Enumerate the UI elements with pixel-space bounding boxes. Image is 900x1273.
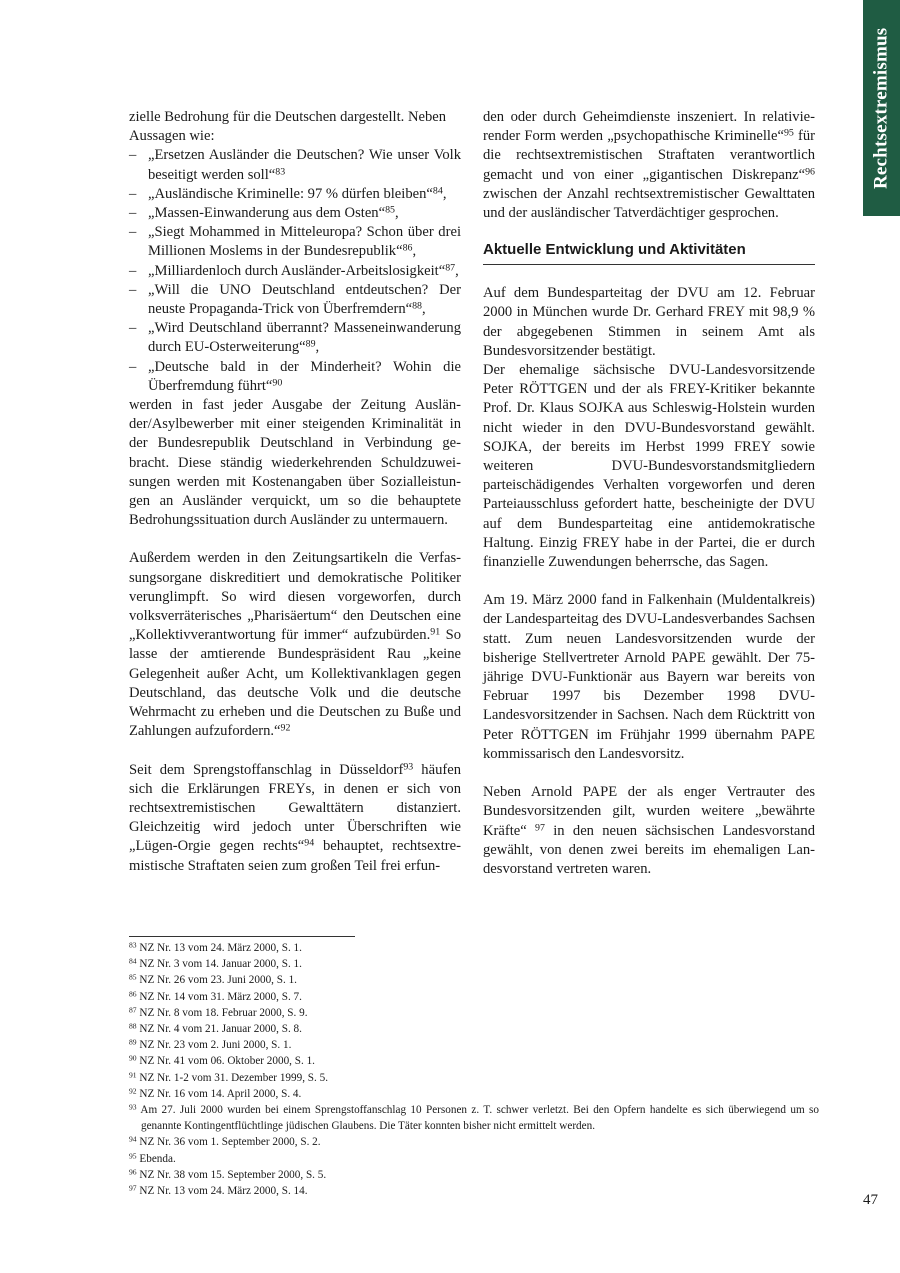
footnote: $^{89}$ NZ Nr. 23 vom 2. Juni 2000, S. 1.: [129, 1037, 292, 1052]
paragraph: Seit dem Sprengstoffanschlag in Düsseldorf$^{93}$ häufen sich die Erklärungen FREYs, in denen er sich von rechtsextremistischen Gewalttätern distanziert. Gleichzeitig wird jedoch unter Überschriften wie „Lügen-Orgie gegen rechts“$^{94}$ behauptet, rechtsextremistische Straftaten seien zum großen Teil frei erfun-: [129, 761, 461, 874]
dash-bullet: –: [129, 224, 137, 241]
footnote-number: 83: [129, 940, 137, 950]
quote-list: [129, 146, 461, 396]
footnote-ref: 87: [445, 262, 456, 274]
footnote: $^{95}$ Ebenda.: [129, 1151, 176, 1165]
quote-list-item: – „Milliardenloch durch Ausländer-Arbeitslosigkeit“$^{87}$,: [129, 262, 461, 281]
intro-line: zielle Bedrohung für die Deutschen dargestellt. Neben: [129, 109, 447, 125]
footnote-number: 97: [129, 1183, 137, 1193]
footnote-ref: 97: [535, 822, 545, 834]
footnote-number: 95: [129, 1151, 137, 1161]
footnote: $^{90}$ NZ Nr. 41 vom 06. Oktober 2000, S. 1.: [129, 1054, 315, 1068]
heading-rule: [483, 264, 815, 265]
footnote-number: 93: [129, 1102, 137, 1112]
footnote-number: 84: [129, 956, 137, 966]
quote-list-item: – „Deutsche bald in der Minderheit? Wohin die Überfremdung führt“$^{90}$: [129, 358, 461, 396]
footnote: $^{96}$ NZ Nr. 38 vom 15. September 2000, S. 5.: [129, 1167, 327, 1181]
footnote-ref: 92: [280, 722, 291, 734]
footnote-number: 94: [129, 1135, 137, 1145]
footnote: $^{94}$ NZ Nr. 36 vom 1. September 2000, S. 2.: [129, 1135, 321, 1149]
dash-bullet: –: [129, 205, 137, 222]
footnote: $^{88}$ NZ Nr. 4 vom 21. Januar 2000, S. 8.: [129, 1021, 302, 1036]
footnote-rule: [129, 936, 355, 937]
footnote-number: 96: [129, 1167, 137, 1177]
footnote: $^{97}$ NZ Nr. 13 vom 24. März 2000, S. 14.: [129, 1183, 308, 1198]
footnote: $^{93}$ Am 27. Juli 2000 wurden bei einem Sprengstoffanschlag 10 Personen z. T. schwer verletzt. Bei den Opfern handelte es sich überwiegend um so genannte Kontingentflüchtlinge jüdischen Glaubens. Die Täter konnten bisher nicht ermittelt werden.: [129, 1102, 819, 1133]
intro-line: Aussagen wie:: [129, 128, 215, 145]
paragraph: den oder durch Geheimdienste inszeniert. In relativierender Form werden „psychopathische Kriminelle“$^{95}$ für die rechtsextremistischen Straftaten verantwortlich gemacht und von einer „gigantischen Diskrepanz“$^{96}$ zwischen der Anzahl rechtsextremistischer Gewalttaten und der ausländischer Tatverdächtiger gesprochen.: [483, 109, 815, 222]
footnote-number: 92: [129, 1086, 137, 1096]
footnote-number: 86: [129, 989, 137, 999]
quote-list-item: – „Will die UNO Deutschland entdeutschen? Der neuste Propaganda-Trick von Überfremdern“$^{88}$,: [129, 281, 461, 319]
dash-bullet: –: [129, 358, 137, 375]
footnote-number: 88: [129, 1021, 137, 1031]
quote-list-item: – „Massen-Einwanderung aus dem Osten“$^{85}$,: [129, 204, 461, 223]
footnote-number: 85: [129, 972, 137, 982]
quote-list-item: – „Ausländische Kriminelle: 97 % dürfen bleiben“$^{84}$,: [129, 185, 461, 204]
paragraph: werden in fast jeder Ausgabe der Zeitung Ausländer/Asylbewerber mit einer steigenden Kriminalität in der Bundesrepublik Deutschland in Verbindung gebracht. Diese ständig wiederkehrenden Schuldzuweisungen werden mit Kostenangaben über Sozialleistungen an Ausländer verquickt, um so die behauptete Bedrohungssituation durch Ausländer zu untermauern.: [129, 397, 461, 529]
paragraph: Auf dem Bundesparteitag der DVU am 12. Februar 2000 in München wurde Dr. Gerhard FREY mit 98,9 % der abgegebenen Stimmen in seinem Amt als Bundesvorsitzender bestätigt.: [483, 285, 815, 359]
paragraph: Außerdem werden in den Zeitungsartikeln die Verfassungsorgane diskreditiert und demokratische Politiker verunglimpft. So wird diesen vorgeworfen, durch volksverräterisches „Pharisäertum“ den Deutschen eine „Kollektivverantwortung für immer“ aufzubürden.$^{91}$ So lasse der amtierende Bundespräsident Rau „keine Gelegenheit außer Acht, um Kollektivanklagen gegen Deutschland, das deutsche Volk und die deutsche Wehrmacht zu erheben und die Deutschen zu Buße und Zahlungen aufzufordern.“$^{92}$: [129, 550, 462, 740]
footnote-ref: 88: [412, 300, 422, 312]
dash-bullet: –: [129, 147, 137, 164]
footnote-ref: 85: [385, 204, 395, 216]
footnote-ref: 96: [805, 166, 815, 178]
footnote: $^{84}$ NZ Nr. 3 vom 14. Januar 2000, S. 1.: [129, 956, 302, 971]
footnote-ref: 94: [304, 837, 315, 849]
footnote-ref: 90: [272, 377, 283, 389]
footnote-ref: 84: [432, 185, 443, 197]
section-heading: Aktuelle Entwicklung und Aktivitäten: [483, 241, 746, 259]
footnote: $^{91}$ NZ Nr. 1-2 vom 31. Dezember 1999, S. 5.: [129, 1070, 329, 1084]
left-column: [129, 108, 461, 876]
right-column: [483, 108, 815, 879]
quote-list-item: – „Ersetzen Ausländer die Deutschen? Wie unser Volk beseitigt werden soll“$^{83}$: [129, 146, 461, 184]
dash-bullet: –: [129, 320, 137, 337]
quote-list-item: – „Siegt Mohammed in Mitteleuropa? Schon über drei Millionen Moslems in der Bundesrepublik“$^{86}$,: [129, 223, 461, 261]
footnote-ref: 93: [403, 761, 414, 773]
footnote-ref: 86: [402, 242, 413, 254]
paragraph: Neben Arnold PAPE der als enger Vertrauter des Bundesvorsitzenden gilt, wurden weitere „bewährte Kräfte“ $^{97}$ in den neuen sächsischen Landesvorstand gewählt, von denen zwei bereits im ehemaligen Landesvorstand vertreten waren.: [483, 784, 815, 877]
footnote: $^{87}$ NZ Nr. 8 vom 18. Februar 2000, S. 9.: [129, 1005, 308, 1019]
footnote-ref: 91: [430, 626, 441, 638]
footnote-number: 90: [129, 1054, 137, 1063]
footnote: $^{92}$ NZ Nr. 16 vom 14. April 2000, S. 4.: [129, 1086, 302, 1100]
dash-bullet: –: [129, 262, 137, 279]
footnote-number: 87: [129, 1005, 137, 1015]
footnote-number: 89: [129, 1037, 137, 1047]
footnotes: [129, 940, 819, 1199]
footnote: $^{86}$ NZ Nr. 14 vom 31. März 2000, S. 7.: [129, 989, 302, 1003]
quote-list-item: – „Wird Deutschland überrannt? Masseneinwanderung durch EU-Osterweiterung“$^{89}$,: [129, 319, 461, 357]
dash-bullet: –: [129, 185, 137, 202]
footnote: $^{85}$ NZ Nr. 26 vom 23. Juni 2000, S. 1.: [129, 972, 297, 987]
footnote-ref: 83: [275, 166, 286, 178]
footnote-number: 91: [129, 1070, 137, 1080]
paragraph: Der ehemalige sächsische DVU-Landesvorsitzende Peter RÖTTGEN und der als FREY-Kritiker bekannte Prof. Dr. Klaus SOJKA aus Schleswig-Holstein wurden nicht wieder in den DVU-Bundesvorstand gewählt. SOJKA, der bereits im Herbst 1999 FREY sowie weiteren DVU-Bundesvorstandsmitgliedern parteischädigendes Verhalten vorgeworfen und deren Parteiausschluss gefordert hatte, bescheinigte der DVU auf dem Bundesparteitag eine antidemokratische Haltung. Einzig FREY habe in der Partei, die er durch finanzielle Zuwendungen beherrsche, das Sagen.: [483, 362, 815, 571]
footnote: $^{83}$ NZ Nr. 13 vom 24. März 2000, S. 1.: [129, 940, 302, 954]
paragraph: Am 19. März 2000 fand in Falkenhain (Muldentalkreis) der Landesparteitag des DVU-Landesverbandes Sachsen statt. Zum neuen Landesvorsitzenden wurde der bisherige Stellvertreter Arnold PAPE gewählt. Der 75-jährige DVU-Funktionär aus Bayern war bereits von Februar 1997 bis Dezember 1998 DVU-Landesvorsitzender in Sachsen. Nach dem Rücktritt von Peter RÖTTGEN im Frühjahr 1999 übernahm PAPE kommissarisch den Landesvorsitz.: [483, 592, 815, 762]
footnote-ref: 89: [305, 338, 316, 350]
page-number: 47: [863, 1192, 878, 1208]
footnote-ref: 95: [783, 127, 794, 139]
dash-bullet: –: [129, 281, 137, 298]
section-tab-label: Rechtsextremismus: [870, 27, 892, 189]
